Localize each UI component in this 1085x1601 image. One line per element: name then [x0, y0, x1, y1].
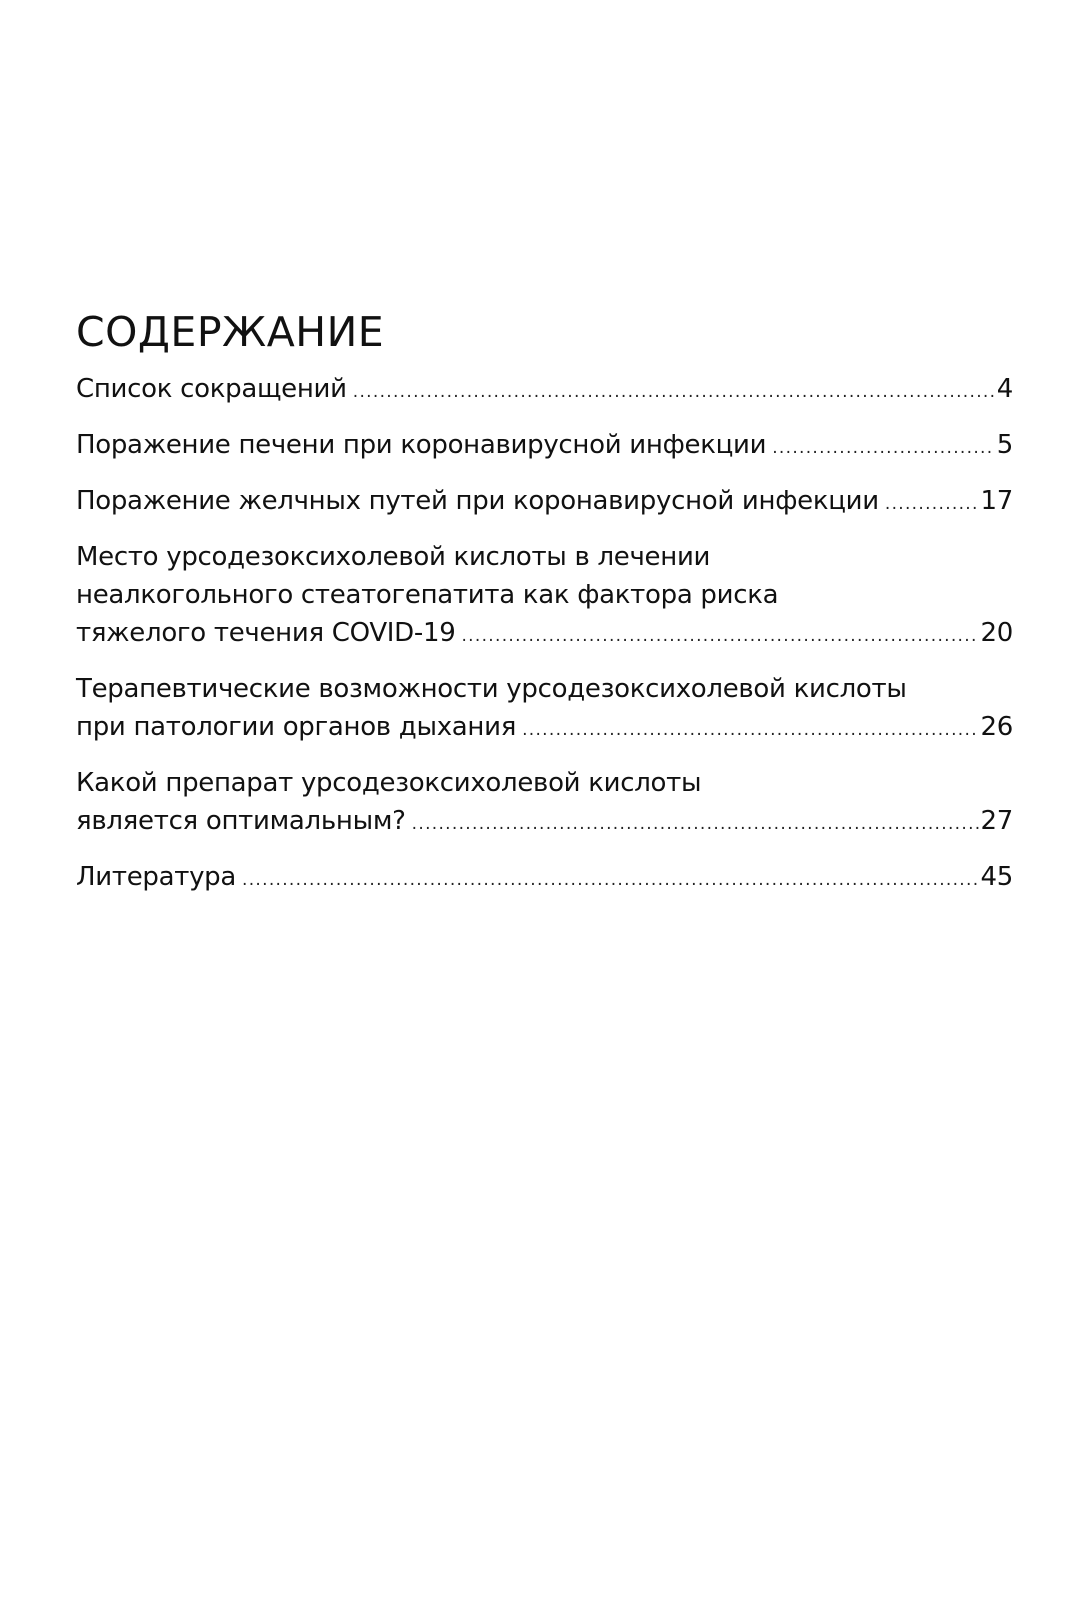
- toc-entry-last-line: [76, 708, 1013, 749]
- toc-entry-title-line: Место урсодезоксихолевой кислоты в лечении: [76, 542, 711, 572]
- toc-entry-last-line: [76, 802, 1013, 843]
- toc-entry[interactable]: [76, 670, 1013, 749]
- toc-entry-title-line: Терапевтические возможности урсодезоксихолевой кислоты: [76, 674, 907, 704]
- toc-entry[interactable]: [76, 538, 1013, 655]
- toc-entry-title-line: Поражение желчных путей при коронавирусной инфекции: [76, 486, 879, 516]
- dot-leader: [772, 429, 995, 467]
- dot-leader: [242, 861, 979, 899]
- toc-entry-last-line: [76, 614, 1013, 655]
- toc-entry[interactable]: [76, 482, 1013, 523]
- toc-entry-title-line: Какой препарат урсодезоксихолевой кислоты: [76, 768, 702, 798]
- toc-page-number: 45: [980, 862, 1013, 892]
- dot-leader: [522, 711, 978, 749]
- toc-page-number: 27: [980, 806, 1013, 836]
- toc-entry-title-line: является оптимальным?: [76, 806, 406, 836]
- toc-entry-title-line: Поражение печени при коронавирусной инфекции: [76, 430, 767, 460]
- toc-page-number: 26: [980, 712, 1013, 742]
- toc-title: СОДЕРЖАНИЕ: [76, 308, 385, 356]
- toc-entry-last-line: [76, 858, 1013, 899]
- table-of-contents: [76, 304, 1013, 914]
- toc-entry-title-line: неалкогольного стеатогепатита как фактора риска: [76, 580, 779, 610]
- toc-entry-title-line: при патологии органов дыхания: [76, 712, 517, 742]
- toc-entry-title-line: тяжелого течения COVID-19: [76, 618, 456, 648]
- toc-entry[interactable]: [76, 426, 1013, 467]
- toc-list: [76, 370, 1013, 899]
- toc-entry[interactable]: [76, 370, 1013, 411]
- dot-leader: [885, 485, 979, 523]
- toc-page-number: 17: [980, 486, 1013, 516]
- dot-leader: [412, 805, 979, 843]
- toc-entry[interactable]: [76, 764, 1013, 843]
- toc-entry-last-line: [76, 370, 1013, 411]
- toc-entry-title-line: Литература: [76, 862, 236, 892]
- dot-leader: [461, 617, 978, 655]
- toc-entry-title-line: Список сокращений: [76, 374, 347, 404]
- toc-page-number: 4: [996, 374, 1013, 404]
- toc-page-number: 5: [996, 430, 1013, 460]
- toc-entry-last-line: [76, 482, 1013, 523]
- toc-entry-last-line: [76, 426, 1013, 467]
- dot-leader: [353, 373, 995, 411]
- toc-page-number: 20: [980, 618, 1013, 648]
- toc-entry[interactable]: [76, 858, 1013, 899]
